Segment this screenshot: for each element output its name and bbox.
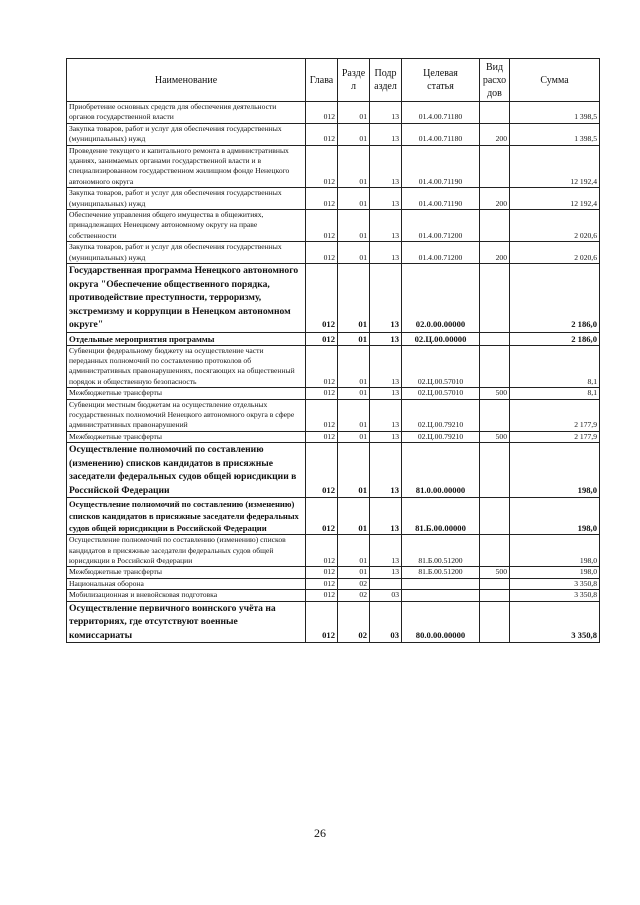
table-row bbox=[67, 590, 600, 601]
header-amount: Сумма bbox=[510, 59, 600, 102]
row-subsection: 13 bbox=[370, 332, 402, 345]
row-section: 01 bbox=[338, 210, 370, 242]
row-amount: 12 192,4 bbox=[510, 188, 600, 210]
row-name: Государственная программа Ненецкого автономного округа "Обеспечение общественного порядка, противодействие преступности, терроризму, экстремизму и коррупции в Ненецком автономном округе" bbox=[67, 264, 306, 333]
row-subsection: 13 bbox=[370, 399, 402, 431]
row-name: Приобретение основных средств для обеспечения деятельности органов государственной власти bbox=[67, 102, 306, 124]
row-expense-type bbox=[480, 399, 510, 431]
row-target: 02.Ц.00.57010 bbox=[402, 345, 480, 388]
row-section: 01 bbox=[338, 188, 370, 210]
row-subsection: 13 bbox=[370, 535, 402, 567]
row-name: Проведение текущего и капитального ремонта в административных зданиях, занимаемых органами государственной власти и в специализированном государственном жилищном фонде Ненецкого автономного округа bbox=[67, 145, 306, 188]
row-target: 02.0.00.00000 bbox=[402, 264, 480, 333]
row-name: Субвенции местным бюджетам на осуществление отдельных государственных полномочий Ненецкого автономного округа в сфере административных правонарушений bbox=[67, 399, 306, 431]
row-name: Межбюджетные трансферты bbox=[67, 388, 306, 399]
row-subsection: 13 bbox=[370, 145, 402, 188]
row-expense-type: 200 bbox=[480, 123, 510, 145]
row-section: 01 bbox=[338, 264, 370, 333]
row-section: 01 bbox=[338, 345, 370, 388]
row-amount: 12 192,4 bbox=[510, 145, 600, 188]
row-expense-type: 200 bbox=[480, 242, 510, 264]
row-expense-type: 500 bbox=[480, 431, 510, 442]
row-target: 81.Б.00.00000 bbox=[402, 498, 480, 535]
row-subsection: 03 bbox=[370, 601, 402, 643]
table-row bbox=[67, 399, 600, 431]
row-expense-type bbox=[480, 102, 510, 124]
row-section: 01 bbox=[338, 535, 370, 567]
row-amount: 8,1 bbox=[510, 388, 600, 399]
row-expense-type: 500 bbox=[480, 388, 510, 399]
table-row bbox=[67, 578, 600, 589]
row-amount: 2 020,6 bbox=[510, 210, 600, 242]
budget-table-container bbox=[66, 58, 599, 643]
row-section: 02 bbox=[338, 601, 370, 643]
header-chapter: Глава bbox=[306, 59, 338, 102]
row-subsection: 13 bbox=[370, 264, 402, 333]
row-chapter: 012 bbox=[306, 498, 338, 535]
table-row bbox=[67, 498, 600, 535]
row-section: 01 bbox=[338, 399, 370, 431]
row-chapter: 012 bbox=[306, 145, 338, 188]
row-chapter: 012 bbox=[306, 399, 338, 431]
row-expense-type bbox=[480, 443, 510, 498]
header-target: Целевая статья bbox=[402, 59, 480, 102]
row-chapter: 012 bbox=[306, 210, 338, 242]
row-amount: 2 186,0 bbox=[510, 332, 600, 345]
row-amount: 2 177,9 bbox=[510, 399, 600, 431]
row-name: Отдельные мероприятия программы bbox=[67, 332, 306, 345]
row-amount: 2 020,6 bbox=[510, 242, 600, 264]
row-amount: 198,0 bbox=[510, 498, 600, 535]
row-expense-type bbox=[480, 264, 510, 333]
row-name: Закупка товаров, работ и услуг для обеспечения государственных (муниципальных) нужд bbox=[67, 188, 306, 210]
row-name: Субвенции федеральному бюджету на осуществление части переданных полномочий по составлению протоколов об административных правонарушениях, посягающих на общественный порядок и общественную безопасность bbox=[67, 345, 306, 388]
row-section: 02 bbox=[338, 590, 370, 601]
table-row bbox=[67, 145, 600, 188]
row-chapter: 012 bbox=[306, 188, 338, 210]
row-section: 01 bbox=[338, 123, 370, 145]
row-chapter: 012 bbox=[306, 535, 338, 567]
table-row bbox=[67, 431, 600, 442]
header-subsection: Подр аздел bbox=[370, 59, 402, 102]
row-expense-type bbox=[480, 578, 510, 589]
row-section: 02 bbox=[338, 578, 370, 589]
table-row bbox=[67, 242, 600, 264]
row-expense-type bbox=[480, 601, 510, 643]
row-name: Осуществление полномочий по составлению (изменению) списков кандидатов в присяжные заседатели федеральных судов общей юрисдикции в Российской Федерации bbox=[67, 535, 306, 567]
row-subsection: 03 bbox=[370, 590, 402, 601]
header-section: Разде л bbox=[338, 59, 370, 102]
row-target: 01.4.00.71190 bbox=[402, 145, 480, 188]
table-row bbox=[67, 535, 600, 567]
row-name: Закупка товаров, работ и услуг для обеспечения государственных (муниципальных) нужд bbox=[67, 242, 306, 264]
row-subsection: 13 bbox=[370, 567, 402, 578]
page-number: 26 bbox=[314, 826, 326, 840]
row-section: 01 bbox=[338, 145, 370, 188]
table-row bbox=[67, 264, 600, 333]
row-chapter: 012 bbox=[306, 345, 338, 388]
table-row bbox=[67, 443, 600, 498]
row-amount: 3 350,8 bbox=[510, 601, 600, 643]
row-amount: 3 350,8 bbox=[510, 590, 600, 601]
row-chapter: 012 bbox=[306, 102, 338, 124]
row-name: Закупка товаров, работ и услуг для обеспечения государственных (муниципальных) нужд bbox=[67, 123, 306, 145]
row-subsection: 13 bbox=[370, 123, 402, 145]
row-amount: 198,0 bbox=[510, 443, 600, 498]
row-expense-type: 200 bbox=[480, 188, 510, 210]
row-chapter: 012 bbox=[306, 601, 338, 643]
row-name: Межбюджетные трансферты bbox=[67, 567, 306, 578]
table-row bbox=[67, 102, 600, 124]
row-target: 81.Б.00.51200 bbox=[402, 535, 480, 567]
table-row bbox=[67, 188, 600, 210]
table-header-row bbox=[67, 59, 600, 102]
row-target: 01.4.00.71200 bbox=[402, 242, 480, 264]
row-subsection: 13 bbox=[370, 443, 402, 498]
row-chapter: 012 bbox=[306, 242, 338, 264]
table-row bbox=[67, 123, 600, 145]
row-amount: 1 398,5 bbox=[510, 102, 600, 124]
table-row bbox=[67, 345, 600, 388]
table-row bbox=[67, 388, 600, 399]
row-expense-type bbox=[480, 498, 510, 535]
row-chapter: 012 bbox=[306, 264, 338, 333]
row-chapter: 012 bbox=[306, 590, 338, 601]
row-amount: 198,0 bbox=[510, 567, 600, 578]
row-section: 01 bbox=[338, 102, 370, 124]
row-target: 02.Ц.00.57010 bbox=[402, 388, 480, 399]
row-name: Национальная оборона bbox=[67, 578, 306, 589]
row-amount: 2 186,0 bbox=[510, 264, 600, 333]
row-chapter: 012 bbox=[306, 123, 338, 145]
row-name: Осуществление полномочий по составлению (изменению) списков кандидатов в присяжные заседатели федеральных судов общей юрисдикции в Российской Федерации bbox=[67, 443, 306, 498]
row-section: 01 bbox=[338, 332, 370, 345]
row-subsection: 13 bbox=[370, 188, 402, 210]
row-target: 80.0.00.00000 bbox=[402, 601, 480, 643]
row-section: 01 bbox=[338, 498, 370, 535]
row-expense-type bbox=[480, 332, 510, 345]
row-subsection: 13 bbox=[370, 345, 402, 388]
row-chapter: 012 bbox=[306, 388, 338, 399]
budget-table bbox=[66, 58, 600, 643]
row-subsection: 13 bbox=[370, 210, 402, 242]
row-target: 01.4.00.71180 bbox=[402, 102, 480, 124]
row-target: 02.Ц.00.00000 bbox=[402, 332, 480, 345]
row-amount: 8,1 bbox=[510, 345, 600, 388]
row-subsection: 13 bbox=[370, 388, 402, 399]
row-chapter: 012 bbox=[306, 578, 338, 589]
row-amount: 2 177,9 bbox=[510, 431, 600, 442]
row-subsection bbox=[370, 578, 402, 589]
table-row bbox=[67, 601, 600, 643]
row-target: 02.Ц.00.79210 bbox=[402, 399, 480, 431]
row-target bbox=[402, 578, 480, 589]
row-section: 01 bbox=[338, 567, 370, 578]
row-expense-type bbox=[480, 590, 510, 601]
table-row bbox=[67, 567, 600, 578]
row-target bbox=[402, 590, 480, 601]
row-name: Обеспечение управления общего имущества в общежитиях, принадлежащих Ненецкому автономному округу на праве собственности bbox=[67, 210, 306, 242]
row-section: 01 bbox=[338, 242, 370, 264]
row-chapter: 012 bbox=[306, 332, 338, 345]
table-row bbox=[67, 210, 600, 242]
row-target: 01.4.00.71200 bbox=[402, 210, 480, 242]
row-target: 02.Ц.00.79210 bbox=[402, 431, 480, 442]
row-target: 01.4.00.71180 bbox=[402, 123, 480, 145]
row-name: Осуществление первичного воинского учёта на территориях, где отсутствуют военные комиссариаты bbox=[67, 601, 306, 643]
row-amount: 3 350,8 bbox=[510, 578, 600, 589]
header-expense-type: Вид расхо дов bbox=[480, 59, 510, 102]
row-section: 01 bbox=[338, 388, 370, 399]
row-expense-type bbox=[480, 535, 510, 567]
row-chapter: 012 bbox=[306, 443, 338, 498]
header-name: Наименование bbox=[67, 59, 306, 102]
row-name: Осуществление полномочий по составлению (изменению) списков кандидатов в присяжные заседатели федеральных судов общей юрисдикции в Российской Федерации bbox=[67, 498, 306, 535]
row-amount: 1 398,5 bbox=[510, 123, 600, 145]
row-subsection: 13 bbox=[370, 102, 402, 124]
row-expense-type bbox=[480, 145, 510, 188]
row-name: Мобилизационная и вневойсковая подготовка bbox=[67, 590, 306, 601]
row-section: 01 bbox=[338, 443, 370, 498]
table-row bbox=[67, 332, 600, 345]
row-target: 01.4.00.71190 bbox=[402, 188, 480, 210]
row-chapter: 012 bbox=[306, 567, 338, 578]
row-subsection: 13 bbox=[370, 242, 402, 264]
row-amount: 198,0 bbox=[510, 535, 600, 567]
row-target: 81.Б.00.51200 bbox=[402, 567, 480, 578]
row-expense-type bbox=[480, 210, 510, 242]
row-name: Межбюджетные трансферты bbox=[67, 431, 306, 442]
row-expense-type bbox=[480, 345, 510, 388]
row-section: 01 bbox=[338, 431, 370, 442]
row-chapter: 012 bbox=[306, 431, 338, 442]
row-subsection: 13 bbox=[370, 431, 402, 442]
row-target: 81.0.00.00000 bbox=[402, 443, 480, 498]
row-subsection: 13 bbox=[370, 498, 402, 535]
row-expense-type: 500 bbox=[480, 567, 510, 578]
